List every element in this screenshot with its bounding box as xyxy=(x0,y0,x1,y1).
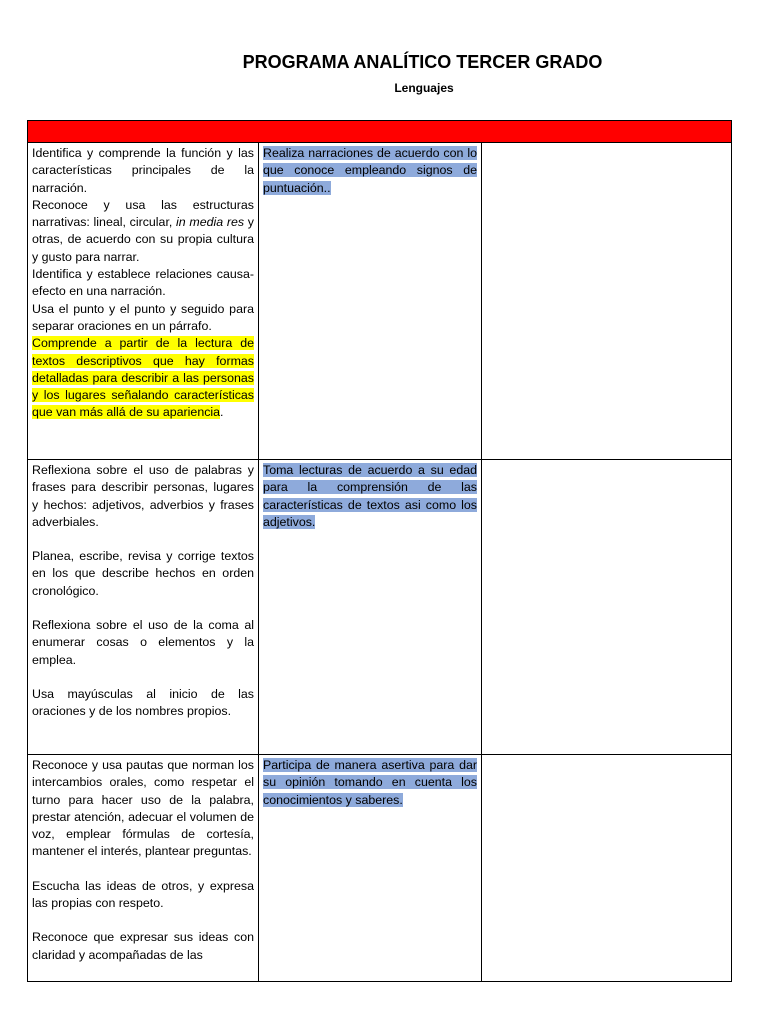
content-paragraph: Reflexiona sobre el uso de la coma al enumerar cosas o elementos y la emplea. xyxy=(32,618,254,667)
content-paragraph: Usa el punto y el punto y seguido para separar oraciones en un párrafo. xyxy=(32,301,254,333)
activity-cell xyxy=(259,755,482,982)
paragraph-gap xyxy=(32,861,254,878)
content-paragraph: Reconoce que expresar sus ideas con claridad y acompañadas de las xyxy=(32,930,254,962)
program-table xyxy=(27,120,732,982)
paragraph-gap xyxy=(32,600,254,617)
activity-text: Realiza narraciones de acuerdo con lo que conoce empleando signos de puntuación.. xyxy=(263,146,477,195)
activity-text: Participa de manera asertiva para dar su opinión tomando en cuenta los conocimientos y saberes. xyxy=(263,758,477,807)
paragraph-gap xyxy=(32,531,254,548)
content-paragraph xyxy=(32,335,254,421)
content-paragraph: Usa mayúsculas al inicio de las oraciones y de los nombres propios. xyxy=(32,686,254,719)
content-paragraph: Planea, escribe, revisa y corrige textos en los que describe hechos en orden cronológico. xyxy=(32,549,254,598)
text-run: y otras, de acuerdo con su propia cultura y gusto para narrar. xyxy=(32,215,254,264)
content-paragraph: Reflexiona sobre el uso de palabras y frases para describir personas, lugares y hechos: adjetivos, adverbios y frases adverbiales. xyxy=(32,463,254,529)
activity-text: Toma lecturas de acuerdo a su edad para la comprensión de las características de textos asi como los adjetivos. xyxy=(263,463,477,529)
content-clip xyxy=(32,757,254,979)
page-subtitle: Lenguajes xyxy=(394,81,454,95)
activity-cell xyxy=(259,460,482,755)
text-run: . xyxy=(220,405,224,420)
content-paragraph: Reconoce y usa pautas que norman los intercambios orales, como respetar el turno para hacer uso de la palabra, prestar atención, adecuar el volumen de voz, emplear fórmulas de cortesía, mantener el interés, plantear preguntas. xyxy=(32,758,254,859)
empty-cell xyxy=(482,460,732,755)
content-paragraph xyxy=(32,197,254,266)
empty-cell xyxy=(482,143,732,460)
highlighted-text: Comprende a partir de la lectura de textos descriptivos que hay formas detalladas para describir a las personas y los lugares señalando características que van más allá de su apariencia xyxy=(32,336,254,420)
content-paragraph: Identifica y comprende la función y las características principales de la narración. xyxy=(32,146,254,195)
table-row xyxy=(28,143,732,460)
content-paragraph: Identifica y establece relaciones causa-efecto en una narración. xyxy=(32,267,254,299)
content-paragraph: Escucha las ideas de otros, y expresa las propias con respeto. xyxy=(32,878,254,911)
table-header-bar xyxy=(28,121,732,143)
table-row xyxy=(28,460,732,755)
paragraph-gap xyxy=(32,669,254,686)
page-title: PROGRAMA ANALÍTICO TERCER GRADO xyxy=(242,52,603,72)
content-cell xyxy=(28,143,259,460)
italic-text: in media res xyxy=(176,215,245,230)
paragraph-gap xyxy=(32,912,254,929)
activity-cell xyxy=(259,143,482,460)
content-cell xyxy=(28,755,259,982)
text-run: Reconoce y usa las estructuras narrativas: lineal, circular, xyxy=(32,197,254,230)
content-cell xyxy=(28,460,259,755)
red-header-cell xyxy=(28,121,732,143)
table-row xyxy=(28,755,732,982)
empty-cell xyxy=(482,755,732,982)
